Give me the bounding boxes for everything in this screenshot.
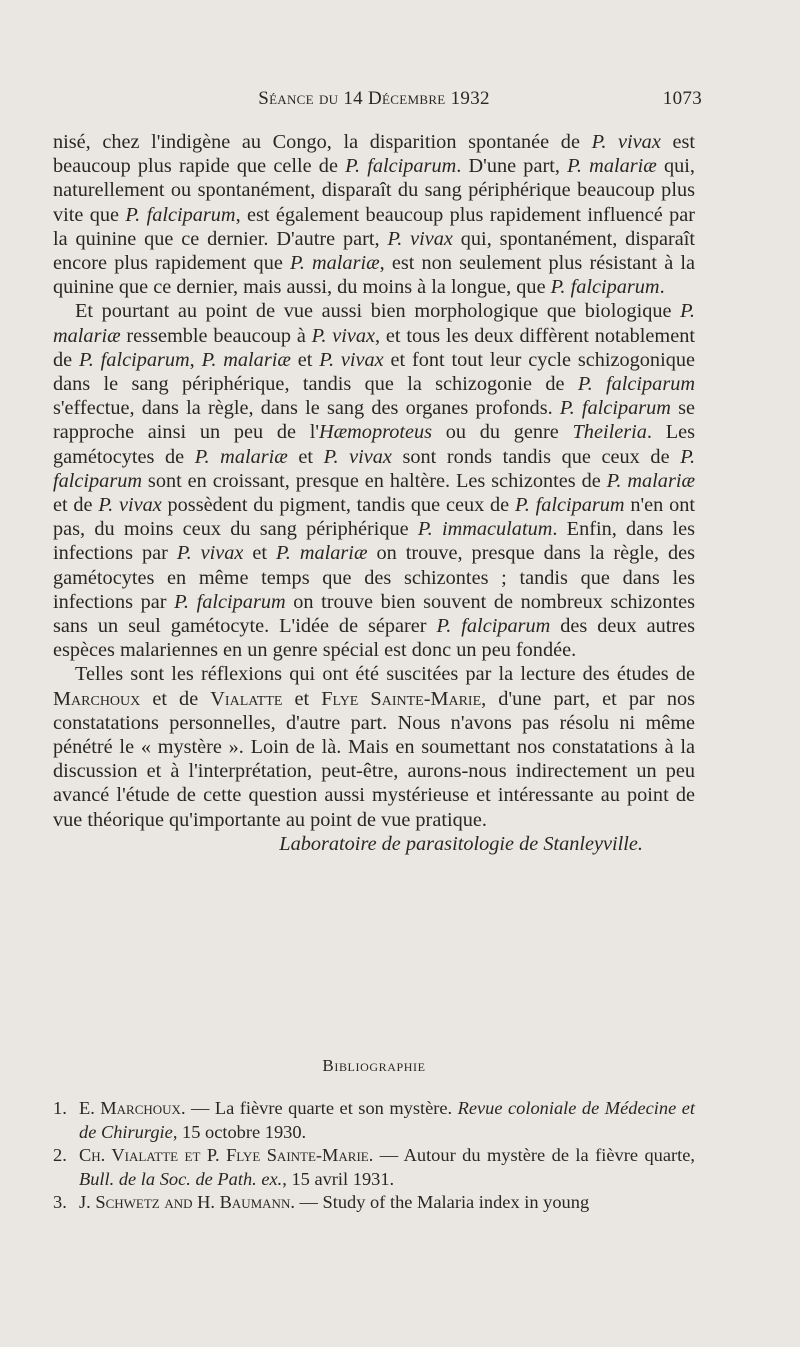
bibliography-item-1: 1. E. Marchoux. — La fièvre quarte et son mystère. Revue coloniale de Médecine et de Chirurgie, 15 octobre 1930. (53, 1098, 695, 1142)
bibliography-item-2: 2. Ch. Vialatte et P. Flye Sainte-Marie. — Autour du mystère de la fièvre quarte, Bull. de la Soc. de Path. ex., 15 avril 1931. (53, 1145, 695, 1189)
page-number: 1073 (662, 88, 702, 109)
signature: Laboratoire de parasitologie de Stanleyville. (279, 832, 643, 855)
paragraph-3: Telles sont les réflexions qui ont été suscitées par la lecture des études de Marchoux et de Vialatte et Flye Sainte-Marie, d'une part, et par nos constatations personnelles, d'autre part. Nous n'avons pas résolu ni même pénétré le « mystère ». Loin de là. Mais en soumettant nos constatations à la discussion et à l'interprétation, peut-être, aurons-nous indirectement un peu avancé l'étude de cette question aussi mystérieuse et intéressante au point de vue théorique qu'importante au point de vue pratique. (53, 663, 695, 831)
paragraph-2: Et pourtant au point de vue aussi bien morphologique que biologique P. malariæ ressemble beaucoup à P. vivax, et tous les deux diffèrent notablement de P. falciparum, P. malariæ et P. vivax et font tout leur cycle schizogonique dans le sang périphérique, tandis que la schizogonie de P. falciparum s'effectue, dans la règle, dans le sang des organes profonds. P. falciparum se rapproche ainsi un peu de l'Hæmoproteus ou du genre Theileria. Les gamétocytes de P. malariæ et P. vivax sont ronds tandis que ceux de P. falciparum sont en croissant, presque en haltère. Les schizontes de P. malariæ et de P. vivax possèdent du pigment, tandis que ceux de P. falciparum n'en ont pas, du moins ceux du sang périphérique P. immaculatum. Enfin, dans les infections par P. vivax et P. malariæ on trouve, presque dans la règle, des gamétocytes en même temps que des schizontes ; tandis que dans les infections par P. falciparum on trouve bien souvent de nombreux schizontes sans un seul gamétocyte. L'idée de séparer P. falciparum des deux autres espèces malariennes en un genre spécial est donc un peu fondée. (53, 300, 696, 662)
page-header (54, 84, 702, 116)
bibliography (53, 1097, 695, 1215)
bibliography-title: Bibliographie (322, 1056, 426, 1075)
body-text (53, 130, 695, 856)
paragraph-1: nisé, chez l'indigène au Congo, la disparition spontanée de P. vivax est beaucoup plus rapide que celle de P. falciparum. D'une part, P. malariæ qui, naturellement ou spontanément, disparaît du sang périphérique beaucoup plus vite que P. falciparum, est également beaucoup plus rapidement influencé par la quinine que ce dernier. D'autre part, P. vivax qui, spontanément, disparaît encore plus rapidement que P. malariæ, est non seulement plus résistant à la quinine que ce dernier, mais aussi, du moins à la longue, que P. falciparum. (53, 131, 696, 299)
running-head: Séance du 14 Décembre 1932 (258, 88, 490, 109)
bibliography-item-3: 3. J. Schwetz and H. Baumann. — Study of the Malaria index in young (53, 1192, 590, 1212)
